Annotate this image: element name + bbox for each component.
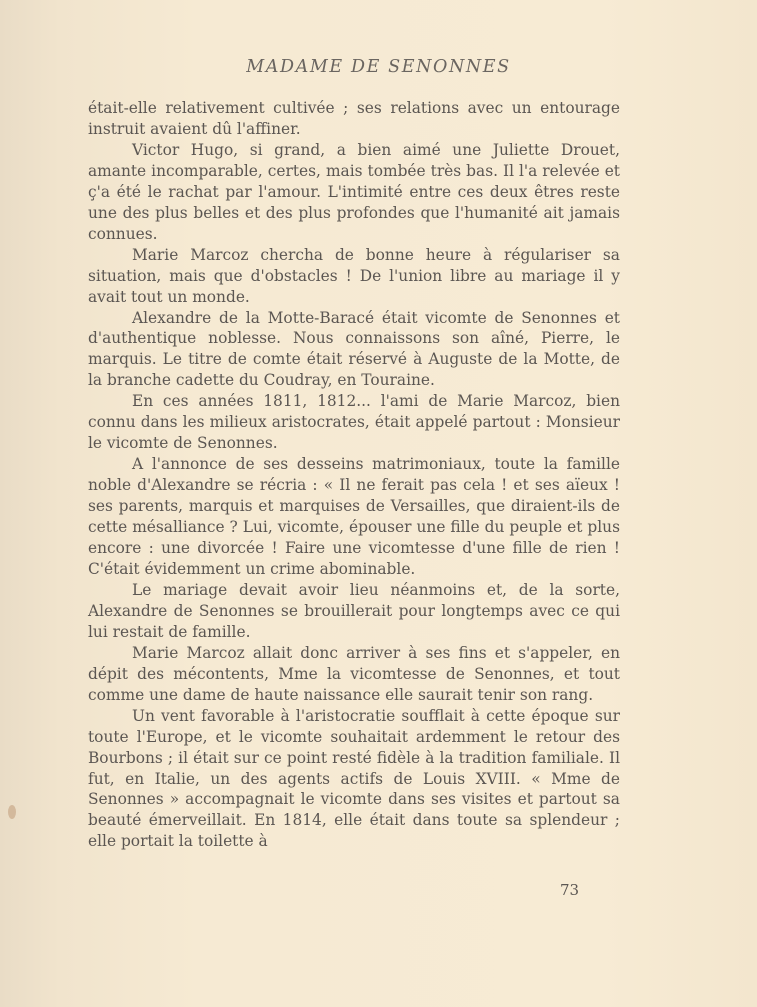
body-text <box>88 98 620 852</box>
paragraph: Un vent favorable à l'aristocratie soufflait à cette époque sur toute l'Europe, et le vicomte souhaitait ardemment le retour des Bourbons ; il était sur ce point resté fidèle à la tradition familiale. Il fut, en Italie, un des agents actifs de Louis XVIII. « Mme de Senonnes » accompagnait le vicomte dans ses visites et partout sa beauté émerveillait. En 1814, elle était dans toute sa splendeur ; elle portait la toilette à <box>88 706 620 851</box>
paragraph: Marie Marcoz allait donc arriver à ses fins et s'appeler, en dépit des mécontents, Mme la vicomtesse de Senonnes, et tout comme une dame de haute naissance elle saurait tenir son rang. <box>88 643 620 704</box>
paragraph: Le mariage devait avoir lieu néanmoins et, de la sorte, Alexandre de Senonnes se brouillerait pour longtemps avec ce qui lui restait de famille. <box>88 580 620 641</box>
page-number: 73 <box>560 881 580 899</box>
paragraph: Victor Hugo, si grand, a bien aimé une Juliette Drouet, amante incomparable, certes, mais tombée très bas. Il l'a relevée et ç'a été le rachat par l'amour. L'intimité entre ces deux êtres reste une des plus belles et des plus profondes que l'humanité ait jamais connues. <box>88 140 620 243</box>
paper-stain <box>8 805 16 819</box>
paragraph: était-elle relativement cultivée ; ses relations avec un entourage instruit avaient dû l'affiner. <box>88 99 620 138</box>
paragraph: Marie Marcoz chercha de bonne heure à régulariser sa situation, mais que d'obstacles ! De l'union libre au mariage il y avait tout un monde. <box>88 245 620 306</box>
running-header: MADAME DE SENONNES <box>246 57 511 77</box>
paragraph: Alexandre de la Motte-Baracé était vicomte de Senonnes et d'authentique noblesse. Nous connaissons son aîné, Pierre, le marquis. Le titre de comte était réservé à Auguste de la Motte, de la branche cadette du Coudray, en Touraine. <box>88 308 620 390</box>
paragraph: En ces années 1811, 1812... l'ami de Marie Marcoz, bien connu dans les milieux aristocrates, était appelé partout : Monsieur le vicomte de Senonnes. <box>88 392 620 453</box>
paragraph: A l'annonce de ses desseins matrimoniaux, toute la famille noble d'Alexandre se récria : « Il ne ferait pas cela ! et ses aïeux ! ses parents, marquis et marquises de Versailles, que diraient-ils de cette mésalliance ? Lui, vicomte, épouser une fille du peuple et plus encore : une divorcée ! Faire une vicomtesse d'une fille de rien ! C'était évidemment un crime abominable. <box>88 455 620 578</box>
